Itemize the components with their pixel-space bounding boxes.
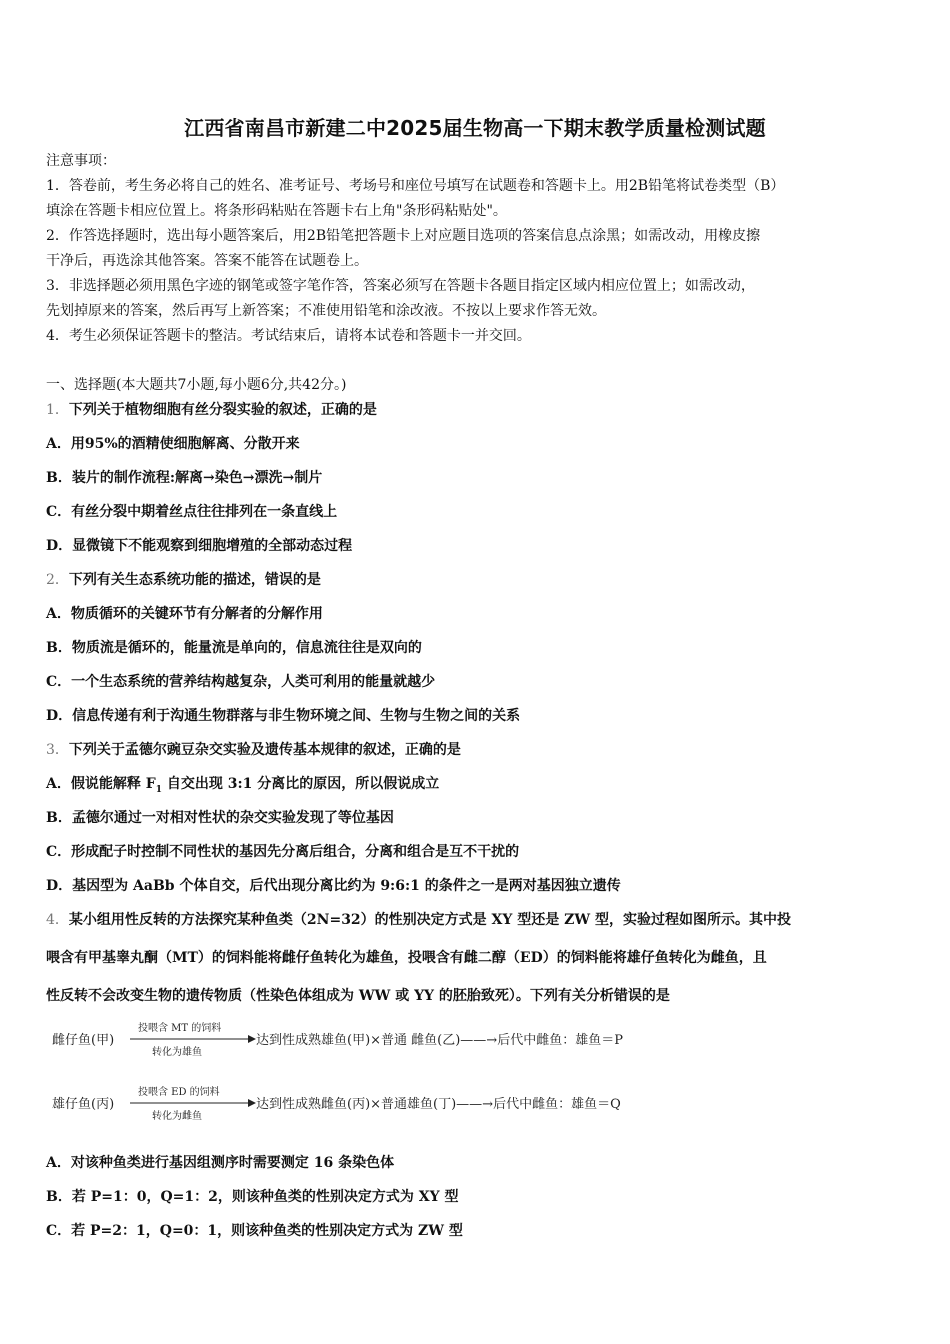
question-4-line: 性反转不会改变生物的遗传物质（性染色体组成为 WW 或 YY 的胚胎致死）。下列有关分析错误的是 xyxy=(46,988,670,1004)
section-heading: 一、选择题(本大题共7小题,每小题6分,共42分。) xyxy=(46,377,347,393)
q2-option-d: D．信息传递有利于沟通生物群落与非生物环境之间、生物与生物之间的关系 xyxy=(46,708,521,724)
q3-option-d: D．基因型为 AaBb 个体自交，后代出现分离比约为 9:6:1 的条件之一是两对基因独立遗传 xyxy=(46,878,621,894)
arrowhead-icon xyxy=(248,1099,256,1107)
q3-option-a-text: 自交出现 3:1 分离比的原因，所以假说成立 xyxy=(161,776,440,792)
question-3 xyxy=(46,740,906,760)
diagram-arrow-below: 转化为雌鱼 xyxy=(152,1111,202,1122)
diagram-arrow-above: 投喂含 ED 的饲料 xyxy=(138,1087,220,1098)
q1-option-d: D．显微镜下不能观察到细胞增殖的全部动态过程 xyxy=(46,538,353,554)
q4-option-b: B．若 P=1：0，Q=1：2，则该种鱼类的性别决定方式为 XY 型 xyxy=(46,1189,459,1205)
diagram-start-label: 雄仔鱼(丙) xyxy=(52,1097,115,1112)
question-number: 3． xyxy=(46,742,69,758)
q4-option-c: C．若 P=2：1，Q=0：1，则该种鱼类的性别决定方式为 ZW 型 xyxy=(46,1223,463,1239)
q3-option-a xyxy=(46,774,906,800)
q1-option-b: B．装片的制作流程:解离→染色→漂洗→制片 xyxy=(46,470,323,486)
question-stem: 某小组用性反转的方法探究某种鱼类（2N=32）的性别决定方式是 XY 型还是 ZW 型，实验过程如图所示。其中投 xyxy=(68,912,791,928)
question-number: 4． xyxy=(46,912,69,928)
question-stem: 下列关于植物细胞有丝分裂实验的叙述，正确的是 xyxy=(68,402,377,418)
q3-option-a-text: A．假说能解释 F xyxy=(46,776,156,792)
question-stem: 下列有关生态系统功能的描述，错误的是 xyxy=(68,572,321,588)
diagram-mt-experiment xyxy=(52,1018,772,1062)
q2-option-b: B．物质流是循环的，能量流是单向的，信息流往往是双向的 xyxy=(46,640,422,656)
notice-heading: 注意事项： xyxy=(46,153,116,169)
question-2 xyxy=(46,570,906,590)
q3-option-c: C．形成配子时控制不同性状的基因先分离后组合，分离和组合是互不干扰的 xyxy=(46,844,520,860)
diagram-rest-label: 达到性成熟雌鱼(丙)×普通雄鱼(丁)——→后代中雌鱼：雄鱼＝Q xyxy=(256,1097,621,1112)
q2-option-a: A．物质循环的关键环节有分解者的分解作用 xyxy=(46,606,323,622)
question-1 xyxy=(46,400,906,420)
notice-line: 1．答卷前，考生务必将自己的姓名、准考证号、考场号和座位号填写在试题卷和答题卡上。用2B铅笔将试卷类型（B） xyxy=(46,178,785,194)
question-4-line: 喂含有甲基睾丸酮（MT）的饲料能将雌仔鱼转化为雄鱼，投喂含有雌二醇（ED）的饲料能将雄仔鱼转化为雌鱼，且 xyxy=(46,950,767,966)
question-number: 2． xyxy=(46,572,69,588)
diagram-rest-label: 达到性成熟雄鱼(甲)×普通 雌鱼(乙)——→后代中雌鱼：雄鱼＝P xyxy=(256,1033,623,1048)
question-stem: 下列关于孟德尔豌豆杂交实验及遗传基本规律的叙述，正确的是 xyxy=(68,742,461,758)
notice-line: 干净后，再选涂其他答案。答案不能答在试题卷上。 xyxy=(46,253,368,269)
question-4 xyxy=(46,910,906,930)
q2-option-c: C．一个生态系统的营养结构越复杂，人类可利用的能量就越少 xyxy=(46,674,436,690)
subscript: 1 xyxy=(155,784,162,795)
notice-line: 填涂在答题卡相应位置上。将条形码粘贴在答题卡右上角"条形码粘贴处"。 xyxy=(46,203,507,219)
question-number: 1． xyxy=(46,402,69,418)
q1-option-c: C．有丝分裂中期着丝点往往排列在一条直线上 xyxy=(46,504,338,520)
diagram-arrow-above: 投喂含 MT 的饲料 xyxy=(138,1023,222,1034)
diagram-arrow-below: 转化为雄鱼 xyxy=(152,1047,202,1058)
diagram-start-label: 雌仔鱼(甲) xyxy=(52,1033,115,1048)
notice-line: 3．非选择题必须用黑色字迹的钢笔或签字笔作答，答案必须写在答题卡各题目指定区域内相应位置上；如需改动， xyxy=(46,278,755,294)
arrowhead-icon xyxy=(248,1035,256,1043)
q1-option-a: A．用95%的酒精使细胞解离、分散开来 xyxy=(46,436,300,452)
diagram-ed-experiment xyxy=(52,1082,772,1126)
q4-option-a: A．对该种鱼类进行基因组测序时需要测定 16 条染色体 xyxy=(46,1155,395,1171)
q3-option-b: B．孟德尔通过一对相对性状的杂交实验发现了等位基因 xyxy=(46,810,394,826)
notice-line: 4．考生必须保证答题卡的整洁。考试结束后，请将本试卷和答题卡一并交回。 xyxy=(46,328,531,344)
notice-line: 2．作答选择题时，选出每小题答案后，用2B铅笔把答题卡上对应题目选项的答案信息点涂黑；如需改动，用橡皮擦 xyxy=(46,228,761,244)
notice-line: 先划掉原来的答案，然后再写上新答案；不准使用铅笔和涂改液。不按以上要求作答无效。 xyxy=(46,303,606,319)
page-title: 江西省南昌市新建二中2025届生物高一下期末教学质量检测试题 xyxy=(184,116,766,140)
